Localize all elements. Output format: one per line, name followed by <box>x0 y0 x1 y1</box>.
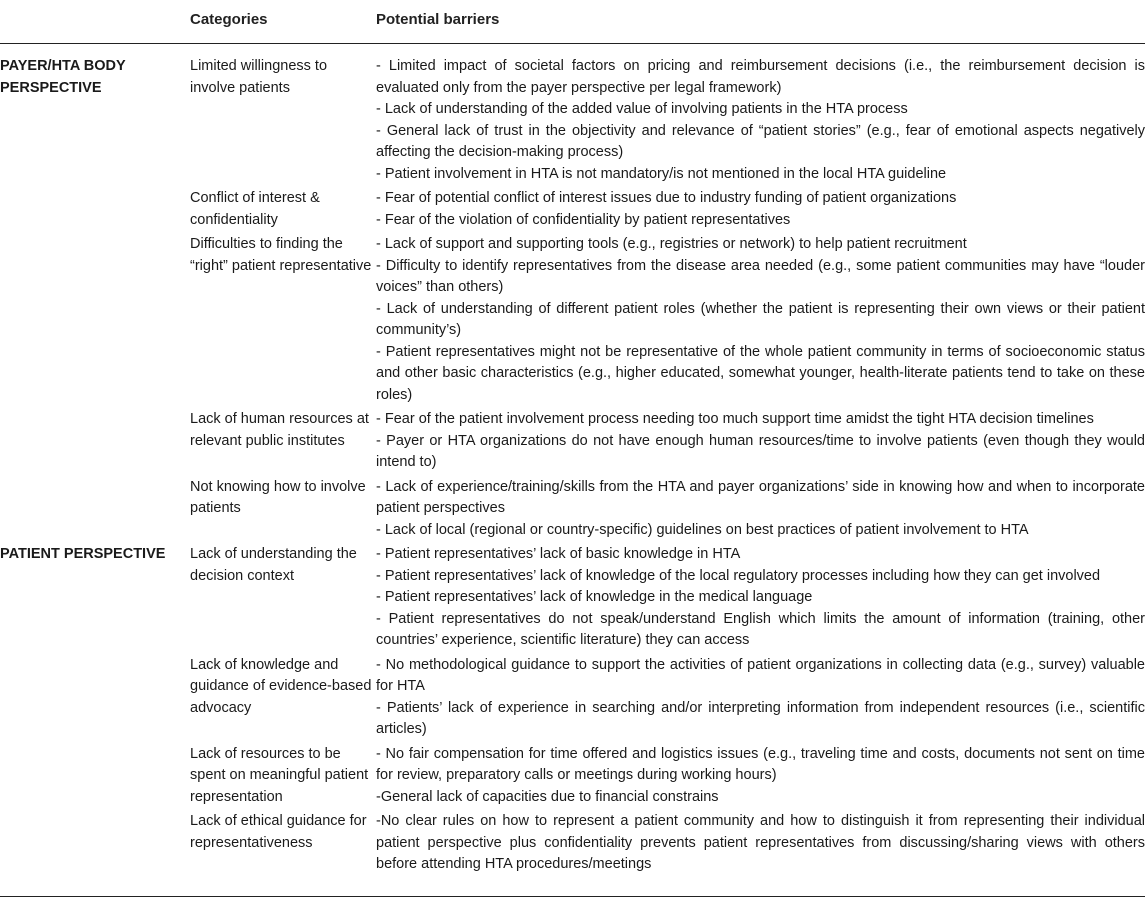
barriers-cell <box>376 188 1145 234</box>
table-row <box>0 56 1145 188</box>
barrier-item: - Lack of local (regional or country-specific) guidelines on best practices of patient involvement to HTA <box>376 521 1029 538</box>
table-row <box>0 409 1145 477</box>
perspective-cell <box>0 744 190 812</box>
category-cell: Lack of human resources at relevant public institutes <box>190 411 369 449</box>
perspective-cell <box>0 477 190 545</box>
perspective-cell <box>0 811 190 879</box>
barrier-item: - Patients’ lack of experience in searching and/or interpreting information from independent resources (i.e., scientific articles) <box>376 699 1145 737</box>
table-row <box>0 234 1145 409</box>
barriers-cell <box>376 655 1145 744</box>
perspective-cell <box>0 234 190 409</box>
category-cell: Lack of understanding the decision context <box>190 546 357 584</box>
barrier-item: - Limited impact of societal factors on pricing and reimbursement decisions (i.e., the reimbursement decision is evaluated only from the payer perspective per legal framework) <box>376 58 1145 96</box>
barrier-item: - General lack of trust in the objectivity and relevance of “patient stories” (e.g., fear of emotional aspects negatively affecting the decision-making process) <box>376 122 1145 160</box>
barrier-item: - Fear of the patient involvement process needing too much support time amidst the tight HTA decision timelines <box>376 411 1094 427</box>
barrier-item: - Lack of experience/training/skills from the HTA and payer organizations’ side in knowing how and when to incorporate patient perspectives <box>376 478 1145 516</box>
barrier-item: - Patient representatives do not speak/understand English which limits the amount of information (training, other countries’ experience, scientific literature) they can access <box>376 610 1145 648</box>
category-cell: Lack of resources to be spent on meaningful patient representation <box>190 745 369 805</box>
barriers-cell <box>376 477 1145 545</box>
barrier-item: - Patient representatives’ lack of knowledge in the medical language <box>376 589 813 605</box>
barrier-item: - Lack of understanding of the added value of involving patients in the HTA process <box>376 101 908 117</box>
barriers-cell <box>376 744 1145 812</box>
barrier-item: - No fair compensation for time offered and logistics issues (e.g., traveling time and costs, documents not sent on time for review, preparatory calls or meetings during working hours) <box>376 745 1145 783</box>
barrier-item: - Patient representatives might not be representative of the whole patient community in terms of socioeconomic status and other basic characteristics (e.g., higher educated, somewhat younger, health-literate patients tend to take on these roles) <box>376 343 1145 403</box>
table-body <box>0 56 1145 879</box>
table-row <box>0 544 1145 655</box>
category-cell: Difficulties to finding the “right” patient representative <box>190 236 372 274</box>
barrier-item: - Payer or HTA organizations do not have enough human resources/time to involve patients (even though they would intend to) <box>376 432 1145 470</box>
barrier-item: - Fear of the violation of confidentiality by patient representatives <box>376 211 791 228</box>
category-cell: Not knowing how to involve patients <box>190 478 366 516</box>
table-row <box>0 477 1145 545</box>
barrier-item: - No methodological guidance to support the activities of patient organizations in collecting data (e.g., survey) valuable for HTA <box>376 656 1145 694</box>
header-categories: Categories <box>190 11 268 28</box>
category-cell: Limited willingness to involve patients <box>190 58 328 96</box>
bottom-rule <box>0 896 1145 897</box>
barriers-cell <box>376 409 1145 477</box>
table-row <box>0 811 1145 879</box>
barriers-cell <box>376 544 1145 655</box>
barrier-item: - Patient involvement in HTA is not mandatory/is not mentioned in the local HTA guideline <box>376 165 947 182</box>
table-row <box>0 655 1145 744</box>
barrier-item: - Lack of support and supporting tools (e.g., registries or network) to help patient recruitment <box>376 236 967 252</box>
category-cell: Conflict of interest & confidentiality <box>190 190 320 228</box>
perspective-cell: PAYER/HTA BODY PERSPECTIVE <box>0 58 126 96</box>
barrier-item: - Difficulty to identify representatives from the disease area needed (e.g., some patient communities may have “louder voices” than others) <box>376 257 1145 295</box>
barrier-item: - Lack of understanding of different patient roles (whether the patient is representing their own views or their patient community’s) <box>376 300 1145 338</box>
barrier-item: - Patient representatives’ lack of basic knowledge in HTA <box>376 546 741 562</box>
category-cell: Lack of ethical guidance for representativeness <box>190 813 367 851</box>
perspective-cell <box>0 409 190 477</box>
barriers-table <box>0 56 1145 879</box>
barriers-cell <box>376 56 1145 188</box>
table-row <box>0 188 1145 234</box>
category-cell: Lack of knowledge and guidance of evidence-based advocacy <box>190 656 372 716</box>
header-rule <box>0 43 1145 44</box>
table-row <box>0 744 1145 812</box>
barrier-item: -General lack of capacities due to financial constrains <box>376 788 719 805</box>
perspective-cell <box>0 188 190 234</box>
header-potential-barriers: Potential barriers <box>376 11 500 28</box>
barrier-item: - Fear of potential conflict of interest issues due to industry funding of patient organizations <box>376 190 957 206</box>
barriers-cell <box>376 811 1145 879</box>
barrier-item: - Patient representatives’ lack of knowledge of the local regulatory processes including how they can get involved <box>376 567 1101 584</box>
perspective-cell <box>0 655 190 744</box>
perspective-cell: PATIENT PERSPECTIVE <box>0 546 166 562</box>
barriers-cell <box>376 234 1145 409</box>
barrier-item: -No clear rules on how to represent a patient community and how to distinguish it from representing their individual patient perspective plus confidentiality prevents patient representatives from discussing/sharing views with others before attending HTA procedures/meetings <box>376 813 1145 872</box>
